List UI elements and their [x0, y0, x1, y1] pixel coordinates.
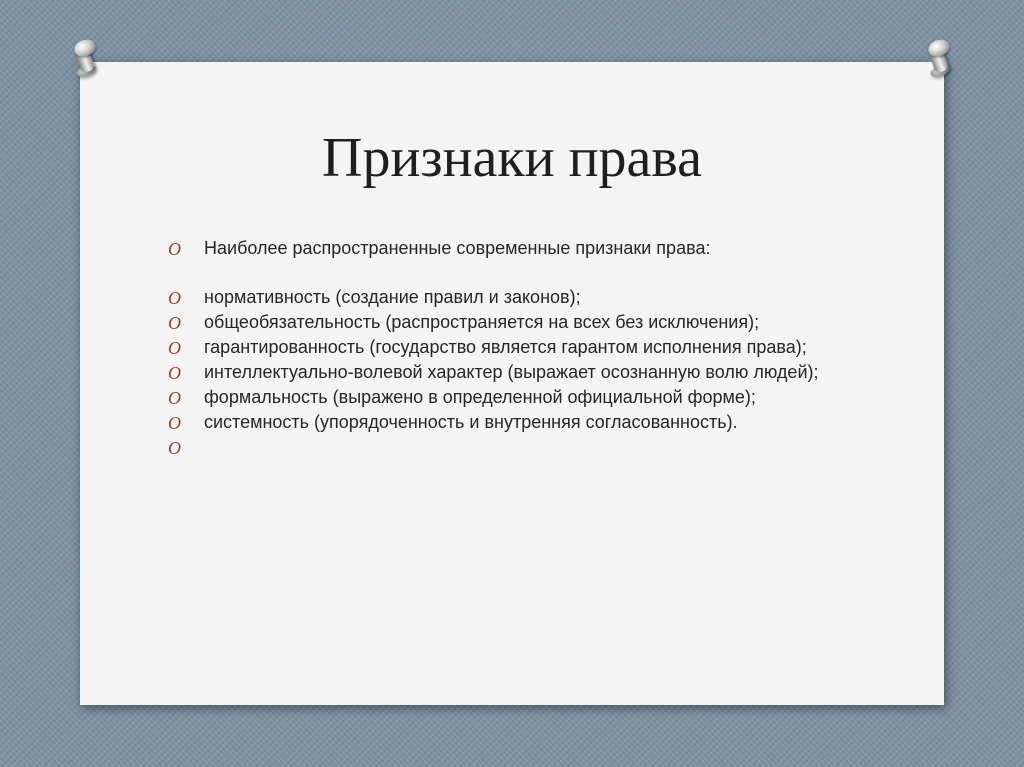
list-item: [168, 437, 868, 458]
pushpin-right-icon: [922, 40, 952, 78]
bullet-icon: O: [168, 363, 181, 383]
list-item: [168, 238, 868, 259]
list-item-text: формальность (выражено в определенной официальной форме);: [204, 387, 756, 407]
bullet-icon: O: [168, 338, 181, 358]
list-item: [168, 412, 868, 433]
slide-content: [168, 238, 868, 462]
list-item: [168, 312, 868, 333]
slide-title: Признаки права: [322, 127, 702, 189]
bullet-icon: O: [168, 313, 181, 333]
list-item-text: гарантированность (государство является гарантом исполнения права);: [204, 337, 807, 357]
list-item-text: Наиболее распространенные современные признаки права:: [204, 238, 711, 258]
bullet-icon: O: [168, 438, 181, 458]
bullet-icon: O: [168, 388, 181, 408]
bullet-icon: O: [168, 413, 181, 433]
list-item-text: общеобязательность (распространяется на всех без исключения);: [204, 312, 760, 332]
list-item-text: системность (упорядоченность и внутренняя согласованность).: [204, 412, 738, 432]
list-item: [168, 387, 868, 408]
list-item-text: интеллектуально-волевой характер (выражает осознанную волю людей);: [204, 362, 819, 382]
list-item-text: нормативность (создание правил и законов);: [204, 287, 581, 307]
bullet-list: [168, 238, 868, 458]
bullet-icon: O: [168, 239, 181, 259]
pushpin-left-icon: [68, 40, 98, 78]
list-item: [168, 287, 868, 308]
bullet-icon: O: [168, 288, 181, 308]
list-item: [168, 362, 868, 383]
list-item: [168, 337, 868, 358]
